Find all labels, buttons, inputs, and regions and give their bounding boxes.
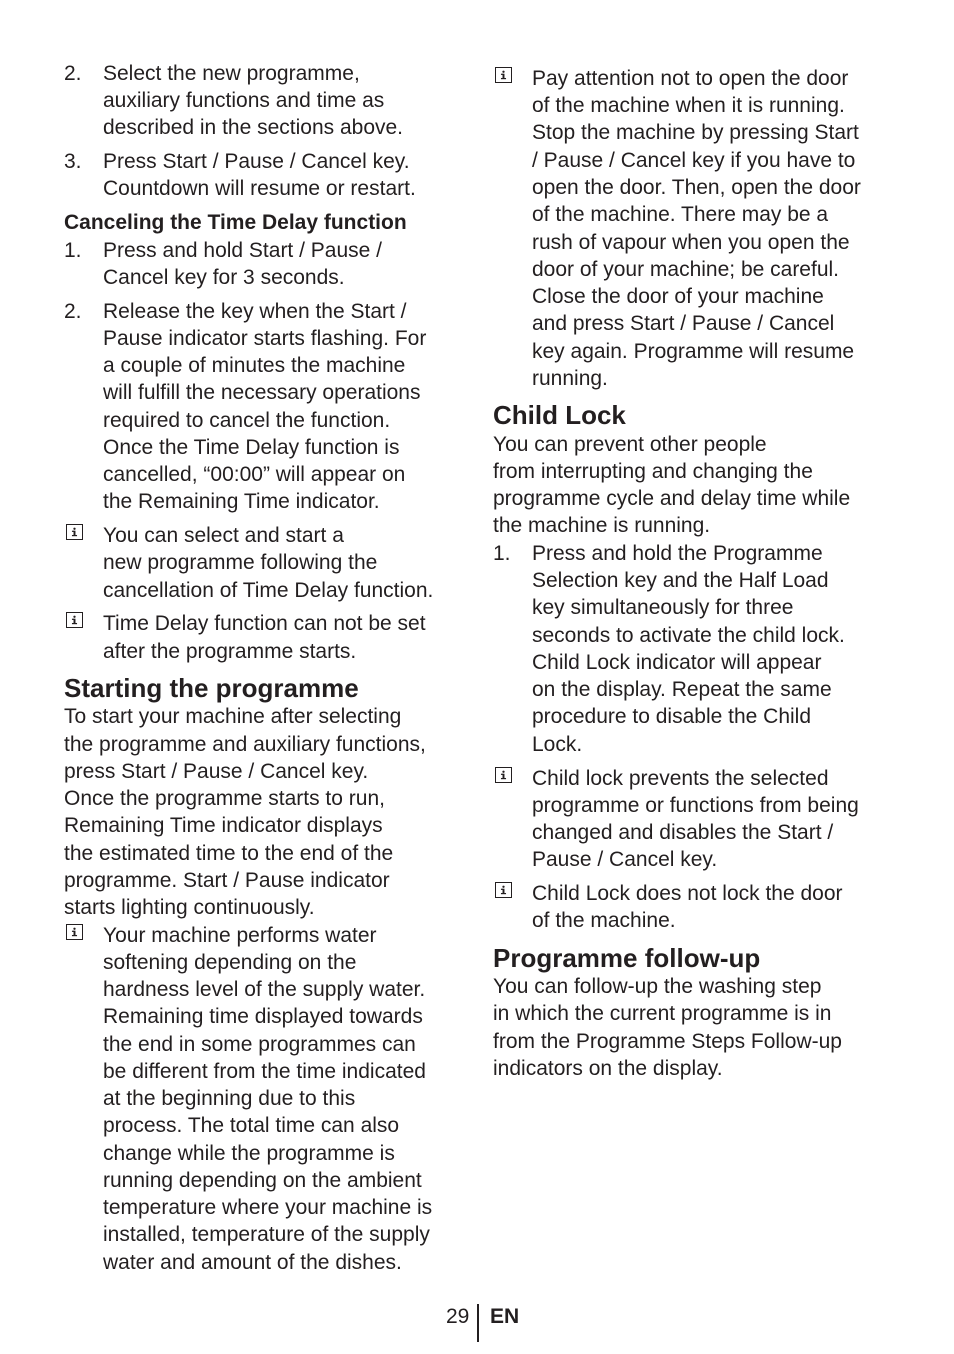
text-line: of the machine when it is running.: [532, 94, 845, 117]
text-line: temperature where your machine is: [103, 1196, 433, 1219]
text-line: You can prevent other people: [493, 433, 767, 456]
heading-starting-the-programme: Starting the programme: [64, 673, 359, 703]
text-line: softening depending on the: [103, 951, 357, 974]
info-icon: [66, 924, 83, 940]
text-line: Pause / Cancel key.: [532, 848, 718, 871]
text-line: the estimated time to the end of the: [64, 842, 394, 865]
text-line: programme or functions from being: [532, 794, 859, 817]
text-line: Lock.: [532, 733, 583, 756]
text-line: Your machine performs water: [103, 924, 377, 947]
text-line: press Start / Pause / Cancel key.: [64, 760, 369, 783]
text-line: the programme and auxiliary functions,: [64, 733, 426, 756]
text-line: water and amount of the dishes.: [103, 1251, 402, 1274]
text-line: Time Delay function can not be set: [103, 612, 426, 635]
language-code: EN: [490, 1305, 520, 1328]
text-line: described in the sections above.: [103, 116, 404, 139]
text-line: Countdown will resume or restart.: [103, 177, 416, 200]
text-line: Release the key when the Start /: [103, 300, 407, 323]
text-line: at the beginning due to this: [103, 1087, 356, 1110]
text-line: Child Lock does not lock the door: [532, 882, 843, 905]
subheading-canceling-time-delay: Canceling the Time Delay function: [64, 211, 407, 234]
text-line: and press Start / Pause / Cancel: [532, 312, 835, 335]
text-line: Selection key and the Half Load: [532, 569, 829, 592]
text-line: in which the current programme is in: [493, 1002, 832, 1025]
text-line: key again. Programme will resume: [532, 340, 855, 363]
text-line: To start your machine after selecting: [64, 705, 402, 728]
text-line: from interrupting and changing the: [493, 460, 813, 483]
footer-divider: [477, 1304, 479, 1342]
text-line: changed and disables the Start /: [532, 821, 834, 844]
text-line: the end in some programmes can: [103, 1033, 416, 1056]
list-number: 1.: [64, 239, 82, 262]
text-line: Stop the machine by pressing Start: [532, 121, 859, 144]
text-line: You can follow-up the washing step: [493, 975, 822, 998]
list-number: 2.: [64, 62, 82, 85]
text-line: cancellation of Time Delay function.: [103, 579, 434, 602]
text-line: will fulfill the necessary operations: [103, 381, 421, 404]
list-number: 3.: [64, 150, 82, 173]
page-number: 29: [446, 1305, 470, 1328]
text-line: Press Start / Pause / Cancel key.: [103, 150, 410, 173]
text-line: programme. Start / Pause indicator: [64, 869, 390, 892]
info-icon: [495, 67, 512, 83]
text-line: process. The total time can also: [103, 1114, 400, 1137]
text-line: auxiliary functions and time as: [103, 89, 385, 112]
text-line: Press and hold the Programme: [532, 542, 823, 565]
list-number: 2.: [64, 300, 82, 323]
text-line: the machine is running.: [493, 514, 711, 537]
text-line: of the machine.: [532, 909, 676, 932]
heading-programme-follow-up: Programme follow-up: [493, 943, 761, 973]
text-line: seconds to activate the child lock.: [532, 624, 845, 647]
list-number: 1.: [493, 542, 511, 565]
text-line: from the Programme Steps Follow-up: [493, 1030, 842, 1053]
text-line: of the machine. There may be a: [532, 203, 829, 226]
text-line: Select the new programme,: [103, 62, 360, 85]
text-line: You can select and start a: [103, 524, 344, 547]
text-line: rush of vapour when you open the: [532, 231, 850, 254]
text-line: programme cycle and delay time while: [493, 487, 851, 510]
text-line: on the display. Repeat the same: [532, 678, 832, 701]
text-line: a couple of minutes the machine: [103, 354, 406, 377]
text-line: Once the Time Delay function is: [103, 436, 400, 459]
text-line: running depending on the ambient: [103, 1169, 422, 1192]
text-line: new programme following the: [103, 551, 378, 574]
text-line: door of your machine; be careful.: [532, 258, 840, 281]
info-icon: [495, 882, 512, 898]
text-line: open the door. Then, open the door: [532, 176, 861, 199]
text-line: Child Lock indicator will appear: [532, 651, 822, 674]
info-icon: [66, 524, 83, 540]
text-line: Pause indicator starts flashing. For: [103, 327, 427, 350]
text-line: Cancel key for 3 seconds.: [103, 266, 345, 289]
text-line: indicators on the display.: [493, 1057, 723, 1080]
text-line: running.: [532, 367, 608, 390]
text-line: be different from the time indicated: [103, 1060, 426, 1083]
text-line: required to cancel the function.: [103, 409, 391, 432]
text-line: Pay attention not to open the door: [532, 67, 849, 90]
heading-child-lock: Child Lock: [493, 400, 626, 430]
text-line: Press and hold Start / Pause /: [103, 239, 382, 262]
info-icon: [66, 612, 83, 628]
text-line: change while the programme is: [103, 1142, 395, 1165]
text-line: Close the door of your machine: [532, 285, 824, 308]
text-line: Remaining Time indicator displays: [64, 814, 383, 837]
text-line: procedure to disable the Child: [532, 705, 812, 728]
text-line: the Remaining Time indicator.: [103, 490, 380, 513]
info-icon: [495, 767, 512, 783]
text-line: / Pause / Cancel key if you have to: [532, 149, 856, 172]
text-line: Once the programme starts to run,: [64, 787, 385, 810]
text-line: Child lock prevents the selected: [532, 767, 829, 790]
text-line: key simultaneously for three: [532, 596, 794, 619]
text-line: installed, temperature of the supply: [103, 1223, 430, 1246]
text-line: after the programme starts.: [103, 640, 357, 663]
text-line: hardness level of the supply water.: [103, 978, 426, 1001]
text-line: starts lighting continuously.: [64, 896, 315, 919]
text-line: cancelled, “00:00” will appear on: [103, 463, 406, 486]
text-line: Remaining time displayed towards: [103, 1005, 423, 1028]
